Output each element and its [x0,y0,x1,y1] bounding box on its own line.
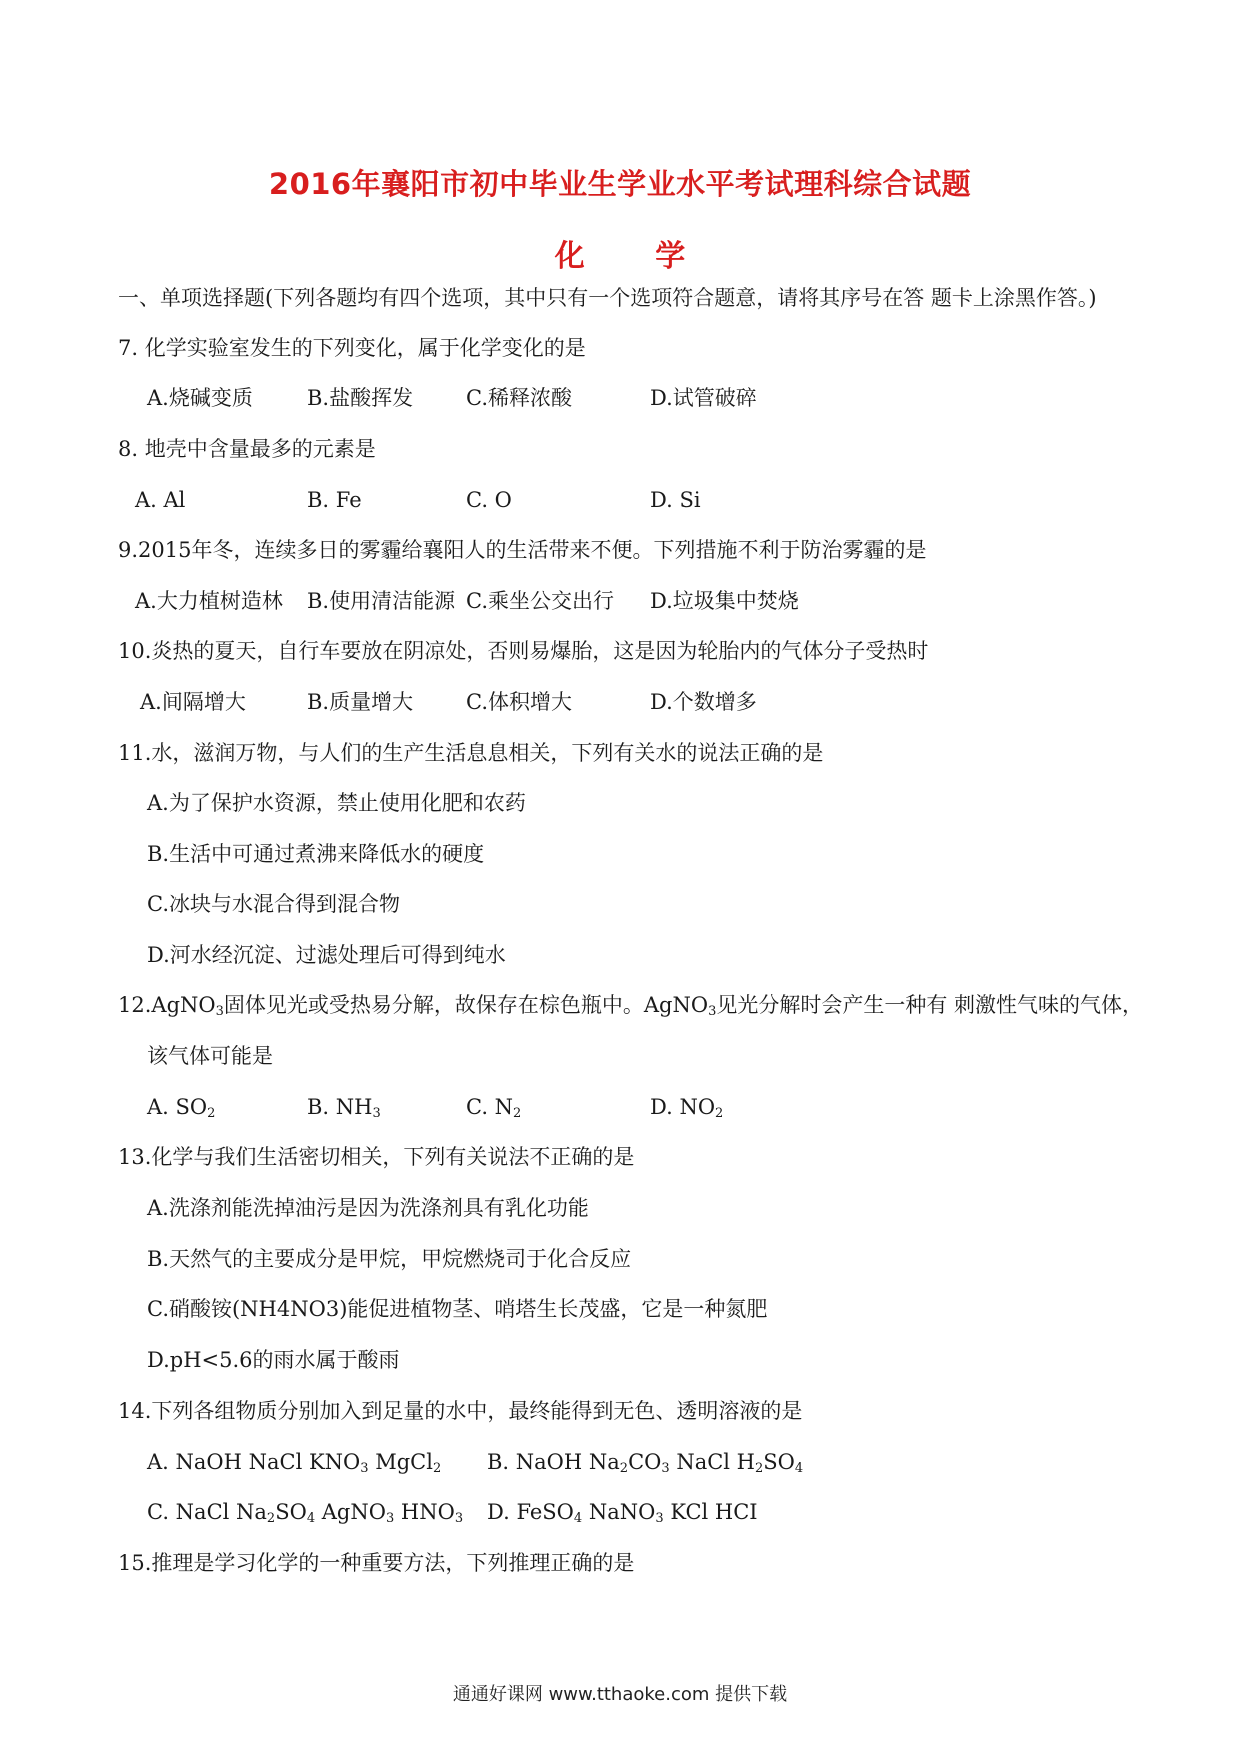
q8-option-d: D. Si [650,488,701,512]
question-14-stem: 14.下列各组物质分别加入到足量的水中，最终能得到无色、透明溶液的是 [118,1399,803,1423]
q12-option-c-sub: 2 [513,1106,522,1121]
q12-option-d [650,1093,723,1121]
q12-subscript-1: 3 [215,1004,224,1019]
q12-option-a-text: A. SO [147,1095,208,1119]
question-11-stem: 11.水，滋润万物，与人们的生产生活息息相关，下列有关水的说法正确的是 [118,741,824,765]
q14-b-sub4: 4 [794,1461,804,1476]
question-12-stem-line2: 该气体可能是 [147,1044,273,1068]
q14-d-sub1: 4 [573,1511,583,1526]
q14-option-a [147,1448,441,1476]
q14-d-part1: D. FeSO [487,1500,574,1524]
subject-title: 化 学 [554,239,716,274]
q7-option-a: A.烧碱变质 [147,386,253,410]
q12-option-d-text: D. NO [650,1095,716,1119]
question-15-stem: 15.推理是学习化学的一种重要方法，下列推理正确的是 [118,1551,635,1575]
q10-option-a: A.间隔增大 [140,690,246,714]
q12-option-c [466,1093,521,1121]
q14-b-part3: NaCl H [669,1450,755,1474]
q14-a-part2: MgCl [368,1450,433,1474]
q14-c-part3: AgNO [315,1500,386,1524]
q12-stem-prefix: 12.AgNO [118,993,216,1017]
q14-c-part1: C. NaCl Na [147,1500,267,1524]
q7-option-b: B.盐酸挥发 [307,386,414,410]
q7-option-d: D.试管破碎 [650,386,757,410]
q14-c-part2: SO [275,1500,307,1524]
q14-b-part4: SO [763,1450,795,1474]
q9-option-c: C.乘坐公交出行 [466,589,614,613]
q14-a-part1: A. NaOH NaCl KNO [147,1450,361,1474]
q14-c-sub3: 3 [385,1511,395,1526]
q13-option-b: B.天然气的主要成分是甲烷，甲烷燃烧司于化合反应 [147,1247,632,1271]
q14-b-sub1: 2 [619,1461,629,1476]
q14-c-sub2: 4 [306,1511,316,1526]
exam-title: 2016年襄阳市初中毕业生学业水平考试理科综合试题 [268,167,972,201]
q12-option-b [307,1093,381,1121]
q12-option-a-sub: 2 [207,1106,216,1121]
q12-subscript-2: 3 [708,1004,717,1019]
q12-stem-middle: 固体见光或受热易分解，故保存在棕色瓶中。AgNO [223,993,709,1017]
q12-option-b-text: B. NH [307,1095,373,1119]
q14-d-part3: KCl HCI [663,1500,758,1524]
q12-stem-suffix: 见光分解时会产生一种有 刺激性气味的气体， [716,993,1144,1017]
q11-option-a: A.为了保护水资源，禁止使用化肥和农药 [147,791,526,815]
q14-d-part2: NaNO [582,1500,656,1524]
q12-option-d-sub: 2 [715,1106,724,1121]
q14-option-c [147,1498,463,1526]
q14-option-d [487,1498,758,1526]
q9-option-d: D.垃圾集中焚烧 [650,589,799,613]
q12-option-b-sub: 3 [372,1106,381,1121]
question-9-stem: 9.2015年冬，连续多日的雾霾给襄阳人的生活带来不便。下列措施不利于防治雾霾的是 [118,538,927,562]
q11-option-c: C.冰块与水混合得到混合物 [147,892,400,916]
q14-c-part4: HNO [394,1500,455,1524]
q14-c-sub1: 2 [266,1511,276,1526]
q14-d-sub2: 3 [655,1511,664,1526]
q9-option-b: B.使用清洁能源 [307,589,456,613]
q14-b-part1: B. NaOH Na [487,1450,620,1474]
q14-c-sub4: 3 [454,1511,464,1526]
q8-option-c: C. O [466,488,512,512]
q7-option-c: C.稀释浓酸 [466,386,572,410]
question-10-stem: 10.炎热的夏天，自行车要放在阴凉处，否则易爆胎，这是因为轮胎内的气体分子受热时 [118,639,929,663]
question-8-stem: 8. 地壳中含量最多的元素是 [118,437,376,461]
q14-a-sub1: 3 [360,1461,369,1476]
q12-option-c-text: C. N [466,1095,514,1119]
q9-option-a: A.大力植树造林 [135,589,283,613]
q8-option-b: B. Fe [307,488,362,512]
q10-option-c: C.体积增大 [466,690,572,714]
q10-option-b: B.质量增大 [307,690,414,714]
q14-a-sub2: 2 [432,1461,442,1476]
q11-option-d: D.河水经沉淀、过滤处理后可得到纯水 [147,943,506,967]
q14-option-b [487,1448,803,1476]
question-12-stem [118,991,1143,1019]
q14-b-part2: CO [628,1450,662,1474]
section-heading: 一、单项选择题(下列各题均有四个选项，其中只有一个选项符合题意，请将其序号在答 题卡上涂黑作答。) [118,286,1097,310]
question-7-stem: 7. 化学实验室发生的下列变化，属于化学变化的是 [118,336,586,360]
question-13-stem: 13.化学与我们生活密切相关，下列有关说法不正确的是 [118,1145,635,1169]
q13-option-c: C.硝酸铵(NH4NO3)能促进植物茎、哨塔生长茂盛，它是一种氮肥 [147,1297,768,1321]
q14-b-sub2: 3 [661,1461,670,1476]
q11-option-b: B.生活中可通过煮沸来降低水的硬度 [147,842,485,866]
q14-b-sub3: 2 [754,1461,764,1476]
q10-option-d: D.个数增多 [650,690,757,714]
q13-option-a: A.洗涤剂能洗掉油污是因为洗涤剂具有乳化功能 [147,1196,589,1220]
q13-option-d: D.pH<5.6的雨水属于酸雨 [147,1348,400,1372]
q8-option-a: A. Al [135,488,186,512]
page-footer: 通通好课网 www.tthaoke.com 提供下载 [452,1684,788,1705]
q12-option-a [147,1093,215,1121]
